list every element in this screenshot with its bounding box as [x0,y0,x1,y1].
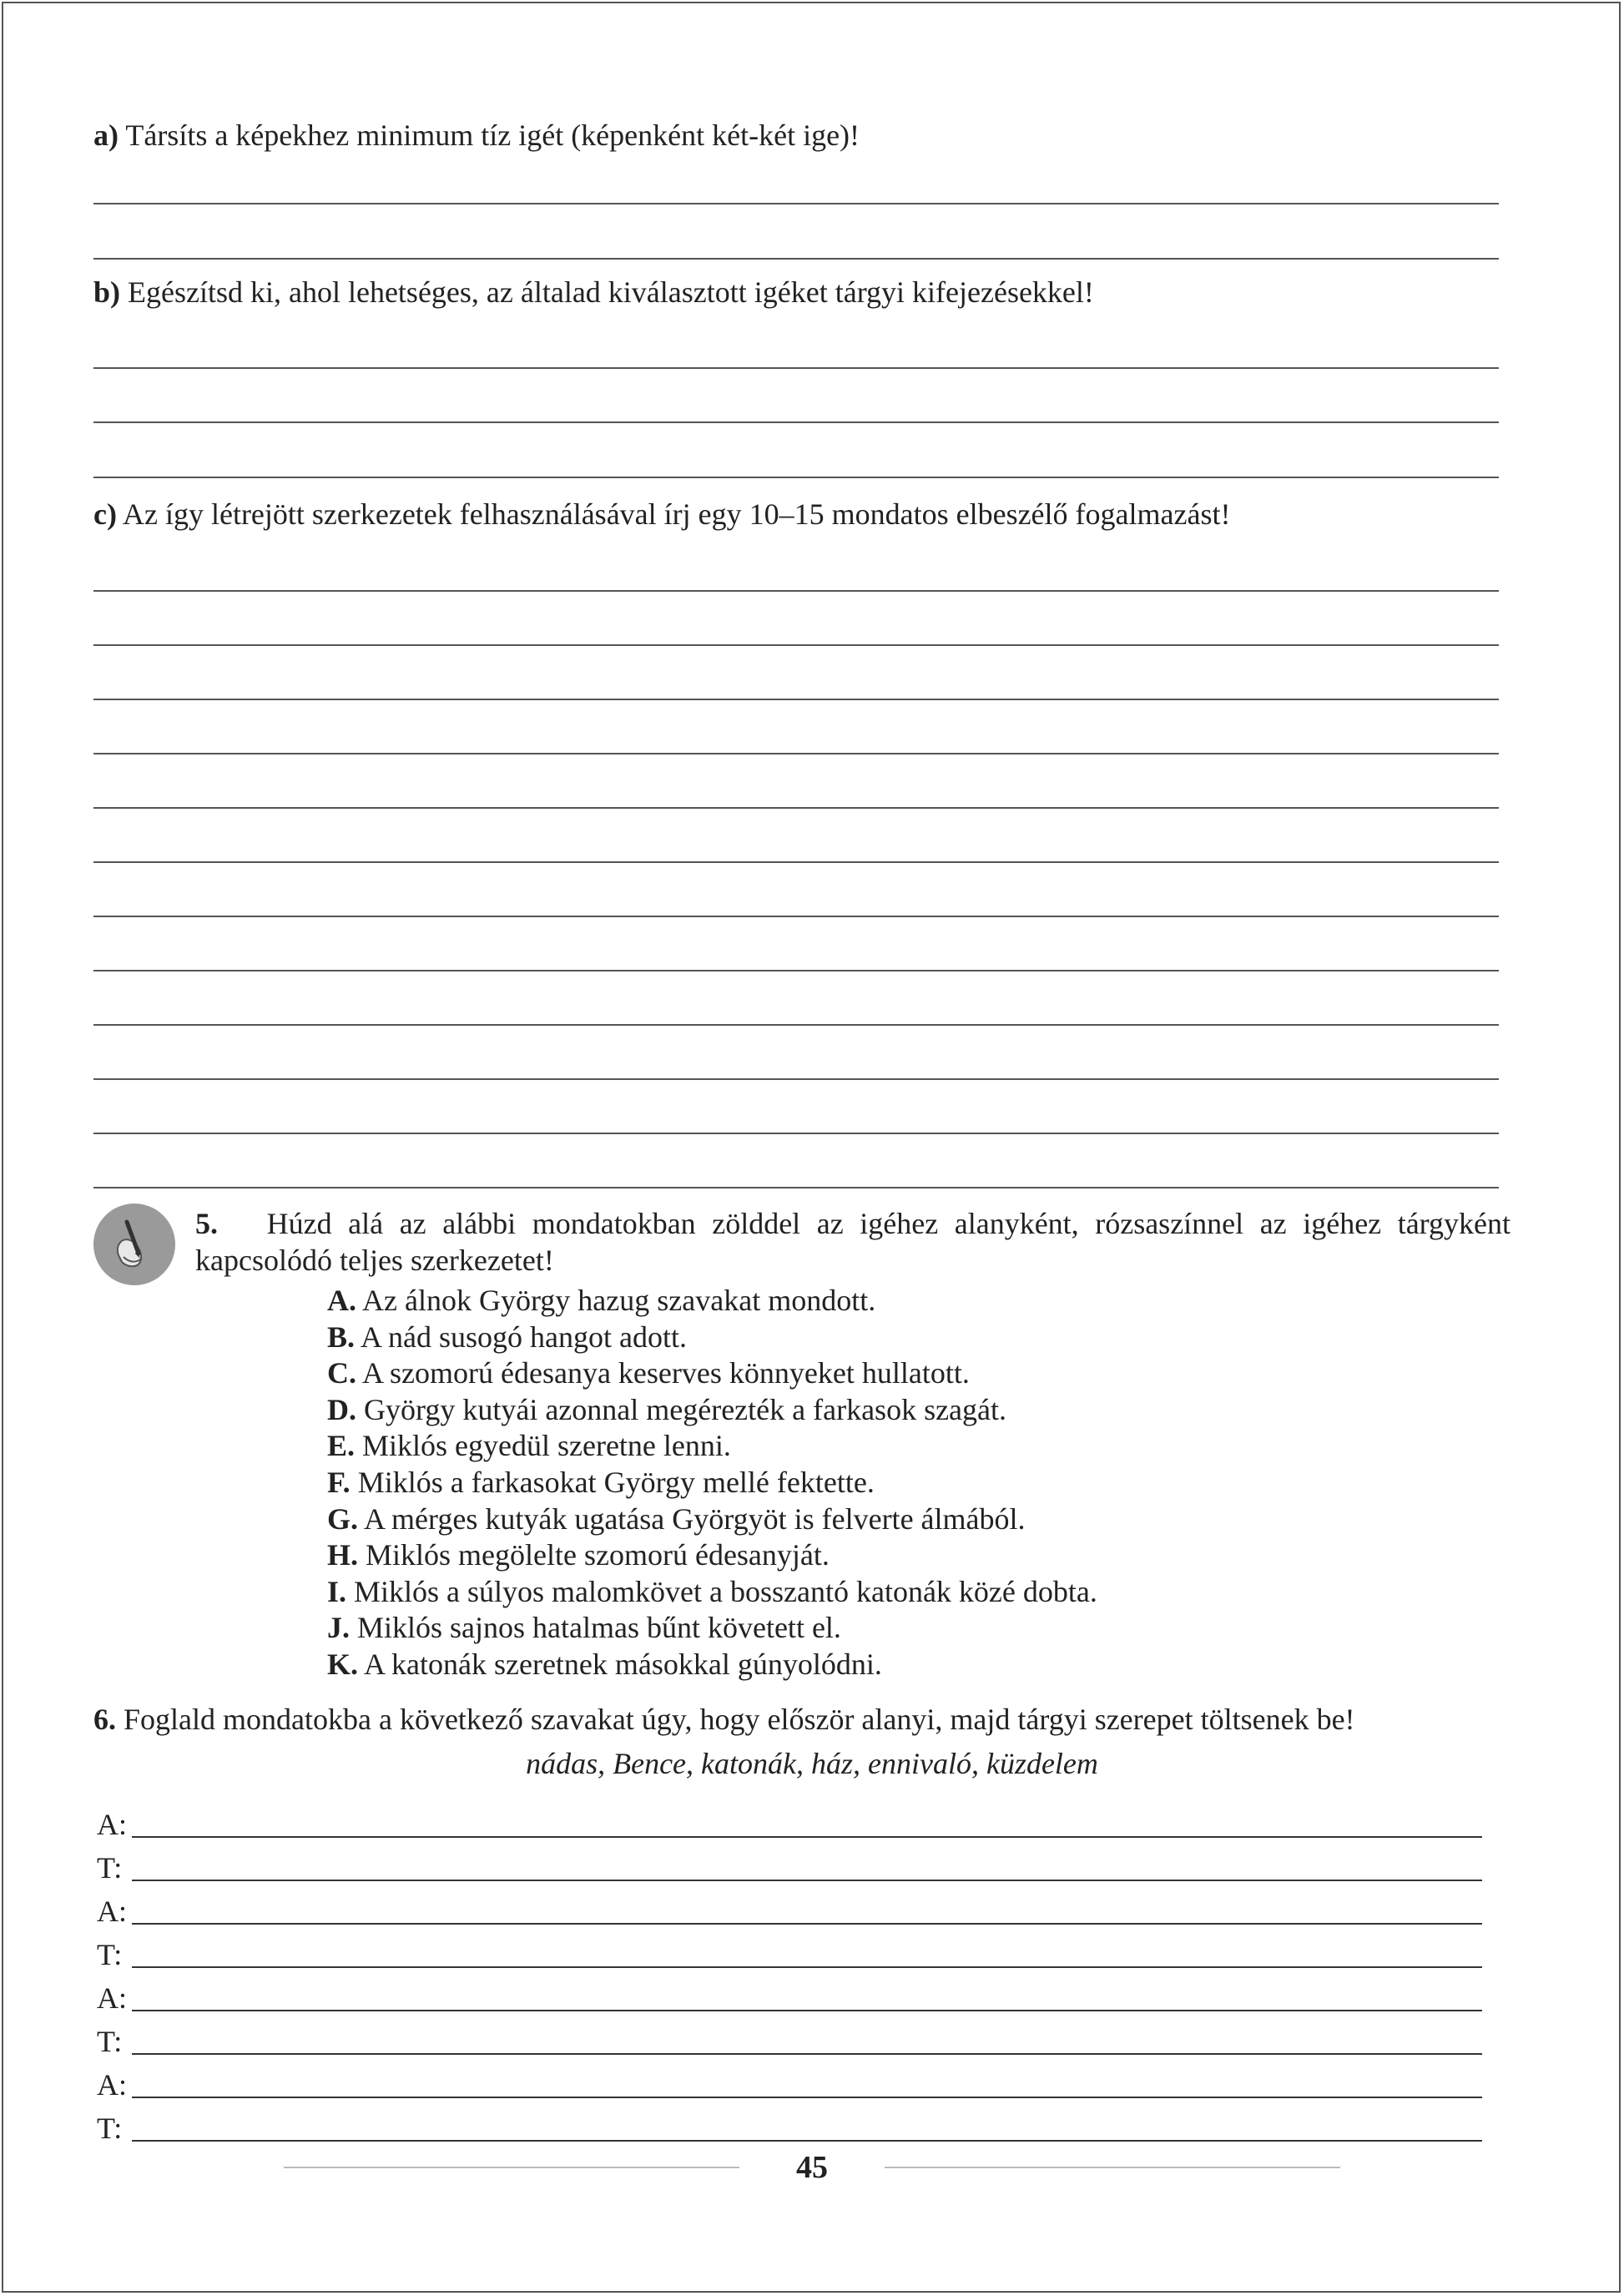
answer-row[interactable] [97,1893,1482,1930]
answer-line[interactable] [93,1187,1499,1188]
item-text: Miklós megölelte szomorú édesanyját. [358,1538,830,1572]
exercise-6-number: 6. [93,1703,116,1736]
answer-row[interactable] [97,2023,1482,2060]
answer-row[interactable] [97,2066,1482,2103]
item-letter: H. [327,1538,359,1572]
question-4a-label: a) [93,119,119,152]
question-4c [93,497,1230,531]
item-letter: B. [327,1320,356,1354]
exercise-5-instruction [195,1205,1511,1279]
item-text: Miklós sajnos hatalmas bűnt követett el. [350,1611,841,1645]
exercise-6-instruction [93,1703,1355,1736]
item-text: A katonák szeretnek másokkal gúnyolódni. [358,1647,882,1681]
answer-line[interactable] [93,203,1499,204]
item-letter: F. [327,1465,351,1499]
item-letter: E. [327,1429,356,1463]
question-4c-text: Az így létrejött szerkezetek felhasználásával írj egy 10–15 mondatos elbeszélő fogalmazást! [116,497,1231,531]
answer-label: T: [97,1938,123,1971]
item-text: Miklós a súlyos malomkövet a bosszantó katonák közé dobta. [346,1574,1097,1608]
list-item [327,1392,1097,1429]
answer-line[interactable] [132,2053,1482,2055]
answer-line[interactable] [93,644,1499,646]
answer-line[interactable] [93,258,1499,260]
answer-row[interactable] [97,2110,1482,2147]
item-letter: I. [327,1574,347,1608]
list-item [327,1647,1097,1683]
answer-line[interactable] [132,2010,1482,2011]
answer-line[interactable] [93,861,1499,863]
answer-line[interactable] [93,1078,1499,1080]
answer-row[interactable] [97,1936,1482,1973]
list-item [327,1537,1097,1574]
question-4b [93,275,1094,309]
answer-line[interactable] [93,1133,1499,1134]
answer-line[interactable] [93,699,1499,700]
question-4c-label: c) [93,497,117,531]
answer-line[interactable] [93,970,1499,971]
item-letter: D. [327,1392,356,1426]
exercise-5-list [327,1283,1097,1683]
answer-line[interactable] [93,477,1499,478]
list-item [327,1320,1097,1356]
item-text: Miklós egyedül szeretne lenni. [355,1429,731,1463]
answer-line[interactable] [93,807,1499,809]
answer-label: A: [97,1895,127,1928]
item-text: Az álnok György hazug szavakat mondott. [356,1284,876,1317]
answer-line[interactable] [93,1024,1499,1026]
answer-label: T: [97,2025,123,2058]
item-letter: C. [327,1356,356,1390]
list-item [327,1283,1097,1320]
page-number: 45 [796,2150,828,2185]
item-text: Miklós a farkasokat György mellé fektette. [350,1465,875,1499]
item-letter: J. [327,1611,350,1645]
item-text: A nád susogó hangot adott. [355,1320,688,1354]
item-letter: A. [327,1284,356,1317]
answer-row[interactable] [97,1980,1482,2016]
question-4b-label: b) [93,275,121,309]
answer-row[interactable] [97,1849,1482,1886]
item-letter: G. [327,1501,359,1536]
item-text: A szomorú édesanya keserves könnyeket hullatott. [356,1356,970,1390]
answer-line[interactable] [93,367,1499,369]
answer-line[interactable] [93,590,1499,592]
list-item [327,1610,1097,1647]
answer-line[interactable] [93,421,1499,423]
question-4a-text: Társíts a képekhez minimum tíz igét (képenként két-két ige)! [119,119,860,152]
answer-line[interactable] [132,1923,1482,1925]
exercise-5-number: 5. [195,1207,218,1240]
item-letter: K. [327,1647,359,1681]
item-text: György kutyái azonnal megérezték a farkasok szagát. [356,1392,1007,1426]
question-4a [93,119,860,152]
answer-line[interactable] [132,1880,1482,1881]
answer-line[interactable] [132,2140,1482,2142]
list-item [327,1428,1097,1465]
exercise-6-text: Foglald mondatokba a következő szavakat úgy, hogy először alanyi, majd tárgyi szerepet töltsenek be! [116,1703,1355,1736]
answer-label: A: [97,1981,127,2015]
item-text: A mérges kutyák ugatása Györgyöt is felverte álmából. [358,1501,1026,1536]
footer-rule-right [885,2167,1340,2168]
exercise-5-text: Húzd alá az alábbi mondatokban zölddel az igéhez alanyként, rózsaszínnel az igéhez tárgyként kapcsolódó teljes szerkezetet! [195,1207,1511,1277]
answer-label: T: [97,2112,123,2145]
answer-line[interactable] [132,1966,1482,1968]
answer-line[interactable] [132,2097,1482,2098]
list-item [327,1574,1097,1611]
answer-label: A: [97,1808,127,1841]
answer-line[interactable] [132,1836,1482,1838]
list-item [327,1355,1097,1392]
list-item [327,1465,1097,1501]
answer-label: T: [97,1851,123,1885]
pen-writing-icon [93,1204,175,1285]
answer-line[interactable] [93,753,1499,754]
list-item [327,1501,1097,1538]
question-4b-text: Egészítsd ki, ahol lehetséges, az általad kiválasztott igéket tárgyi kifejezésekkel! [120,275,1094,309]
word-list: nádas, Bence, katonák, ház, ennivaló, küzdelem [526,1747,1098,1780]
answer-row[interactable] [97,1806,1482,1843]
answer-label: A: [97,2068,127,2102]
answer-line[interactable] [93,916,1499,917]
